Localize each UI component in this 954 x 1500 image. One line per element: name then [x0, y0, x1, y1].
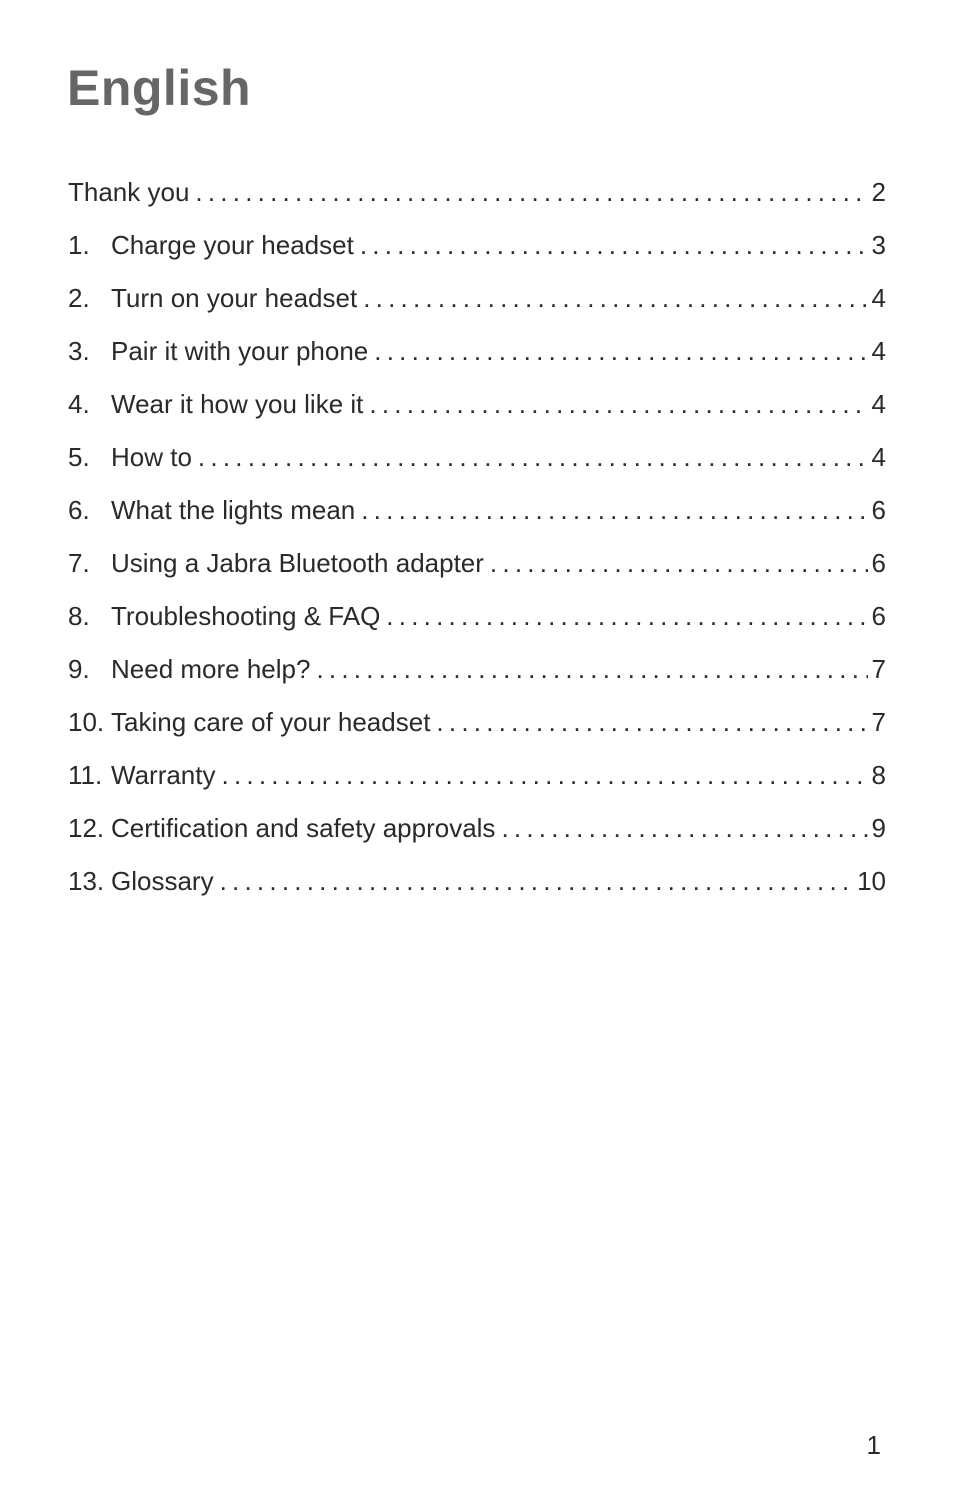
toc-dot-leader [386, 590, 867, 643]
toc-entry-page: 6 [871, 495, 886, 525]
toc-entry-label: Turn on your headset [111, 283, 358, 313]
toc-entry-number: 6. [68, 495, 90, 525]
toc-entry-page: 7 [871, 654, 886, 684]
toc-entry-number: 9. [68, 654, 90, 684]
toc-entry-page: 3 [871, 230, 886, 260]
toc-entry-page: 8 [871, 760, 886, 790]
toc-entry-label: Thank you [68, 177, 190, 207]
toc-dot-leader [374, 325, 867, 378]
toc-entry-label: Certification and safety approvals [111, 813, 496, 843]
toc-dot-leader [436, 696, 867, 749]
toc-dot-leader [220, 855, 854, 908]
toc-entry-wear-it[interactable] [68, 378, 886, 431]
toc-entry-page: 7 [871, 707, 886, 737]
toc-entry-page: 9 [871, 813, 886, 843]
toc-entry-number: 11. [68, 760, 103, 790]
toc-entry-page: 4 [871, 442, 886, 472]
toc-entry-lights-mean[interactable] [68, 484, 886, 537]
toc-entry-number: 2. [68, 283, 90, 313]
toc-entry-glossary[interactable] [68, 855, 886, 908]
toc-entry-turn-on-headset[interactable] [68, 272, 886, 325]
toc-entry-bluetooth-adapter[interactable] [68, 537, 886, 590]
toc-dot-leader [490, 537, 868, 590]
toc-entry-label: Taking care of your headset [111, 707, 431, 737]
toc-dot-leader [501, 802, 867, 855]
toc-entry-number: 3. [68, 336, 90, 366]
toc-entry-label: Using a Jabra Bluetooth adapter [111, 548, 484, 578]
toc-entry-label: Warranty [111, 760, 216, 790]
toc-entry-page: 6 [871, 601, 886, 631]
toc-entry-how-to[interactable] [68, 431, 886, 484]
toc-entry-page: 4 [871, 283, 886, 313]
toc-dot-leader [360, 219, 868, 272]
toc-entry-number: 7. [68, 548, 90, 578]
toc-entry-label: Troubleshooting & FAQ [111, 601, 381, 631]
toc-entry-pair-phone[interactable] [68, 325, 886, 378]
table-of-contents [68, 166, 886, 908]
toc-entry-label: Need more help? [111, 654, 311, 684]
toc-entry-taking-care[interactable] [68, 696, 886, 749]
toc-entry-number: 12. [68, 813, 105, 843]
toc-entry-warranty[interactable] [68, 749, 886, 802]
toc-entry-label: Charge your headset [111, 230, 354, 260]
toc-entry-number: 8. [68, 601, 90, 631]
toc-entry-charge-headset[interactable] [68, 219, 886, 272]
toc-dot-leader [222, 749, 868, 802]
toc-entry-number: 10. [68, 707, 105, 737]
toc-dot-leader [369, 378, 867, 431]
toc-entry-page: 4 [871, 336, 886, 366]
toc-entry-page: 10 [857, 866, 886, 896]
toc-dot-leader [361, 484, 867, 537]
toc-entry-more-help[interactable] [68, 643, 886, 696]
toc-entry-label: What the lights mean [111, 495, 356, 525]
toc-entry-label: Wear it how you like it [111, 389, 364, 419]
toc-dot-leader [363, 272, 867, 325]
toc-entry-label: Glossary [111, 866, 214, 896]
toc-entry-label: How to [111, 442, 192, 472]
toc-entry-number: 13. [68, 866, 105, 896]
toc-entry-page: 4 [871, 389, 886, 419]
toc-entry-number: 1. [68, 230, 90, 260]
toc-entry-number: 4. [68, 389, 90, 419]
toc-entry-troubleshooting[interactable] [68, 590, 886, 643]
toc-entry-page: 2 [871, 177, 886, 207]
toc-entry-page: 6 [871, 548, 886, 578]
toc-dot-leader [316, 643, 867, 696]
page-title: English [67, 60, 252, 116]
page-number: 1 [866, 1430, 881, 1460]
toc-entry-number: 5. [68, 442, 90, 472]
toc-dot-leader [195, 166, 867, 219]
toc-entry-certification[interactable] [68, 802, 886, 855]
toc-entry-thank-you[interactable] [68, 166, 886, 219]
toc-dot-leader [198, 431, 868, 484]
toc-entry-label: Pair it with your phone [111, 336, 369, 366]
